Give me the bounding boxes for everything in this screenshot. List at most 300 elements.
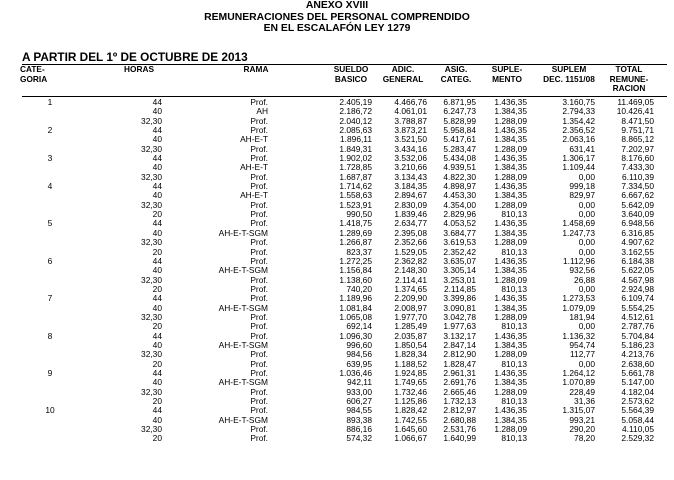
- cell-rama: AH: [256, 106, 268, 117]
- cell-suplemento: 810,13: [501, 321, 527, 332]
- document-title-line-2: EN EL ESCALAFÓN LEY 1279: [263, 23, 411, 35]
- cell-suplemento: 1.288,09: [494, 424, 527, 435]
- cell-asig-categ: 6.247,73: [443, 106, 476, 117]
- cell-sueldo-basico: 942,11: [347, 377, 372, 388]
- cell-horas: 32,30: [141, 237, 162, 248]
- cell-asig-categ: 4.939,51: [443, 162, 476, 173]
- cell-horas: 44: [152, 218, 162, 229]
- cell-suplemento: 1.436,35: [494, 405, 527, 416]
- cell-asig-categ: 2.352,42: [443, 246, 476, 257]
- cell-total: 5.642,09: [621, 199, 654, 210]
- cell-rama: Prof.: [250, 143, 268, 154]
- cell-horas: 32,30: [141, 386, 162, 397]
- cell-rama: Prof.: [250, 181, 268, 192]
- cell-horas: 44: [152, 97, 162, 107]
- cell-total: 6.109,74: [621, 293, 654, 304]
- cell-adic-general: 2.352,66: [394, 237, 427, 248]
- cell-horas: 32,30: [141, 274, 162, 285]
- cell-categoria: 8: [47, 330, 53, 341]
- cell-total: 4.182,04: [621, 386, 654, 397]
- cell-suplemento: 1.436,35: [494, 218, 527, 229]
- cell-asig-categ: 5.434,08: [443, 153, 476, 164]
- cell-suplemento: 1.384,35: [494, 106, 527, 117]
- cell-suplemento: 1.384,35: [494, 190, 527, 201]
- cell-total: 6.948,56: [621, 218, 654, 229]
- cell-suplemento: 810,13: [501, 283, 527, 294]
- cell-total: 2.638,60: [621, 358, 654, 369]
- table-row: [0, 350, 674, 359]
- cell-suplemento: 1.436,35: [494, 293, 527, 304]
- cell-suplemento: 1.384,35: [494, 227, 527, 238]
- cell-total: 5.554,25: [621, 302, 654, 313]
- cell-adic-general: 3.873,21: [394, 125, 427, 136]
- cell-total: 2.924,98: [621, 283, 654, 294]
- cell-suplem-dec: 0,00: [578, 171, 595, 182]
- cell-total: 5.661,78: [621, 367, 654, 378]
- cell-adic-general: 2.634,77: [394, 218, 427, 229]
- cell-adic-general: 4.466,76: [394, 97, 427, 107]
- cell-rama: AH-E-T-SGM: [218, 302, 268, 313]
- cell-sueldo-basico: 1.523,91: [339, 199, 372, 210]
- cell-asig-categ: 3.619,53: [443, 237, 476, 248]
- cell-suplemento: 810,13: [501, 358, 527, 369]
- cell-asig-categ: 3.132,17: [443, 330, 476, 341]
- cell-suplemento: 1.436,35: [494, 367, 527, 378]
- cell-horas: 40: [152, 106, 162, 117]
- cell-horas: 20: [152, 396, 162, 406]
- cell-sueldo-basico: 1.266,87: [339, 237, 372, 248]
- cell-total: 7.334,50: [621, 181, 654, 192]
- cell-sueldo-basico: 984,55: [346, 405, 372, 416]
- cell-rama: Prof.: [250, 386, 268, 397]
- cell-sueldo-basico: 1.849,31: [339, 143, 372, 154]
- cell-total: 3.640,09: [621, 209, 654, 220]
- cell-suplemento: 810,13: [501, 209, 527, 220]
- cell-sueldo-basico: 1.081,84: [339, 302, 372, 313]
- cell-rama: Prof.: [250, 311, 268, 322]
- col-header-rama: RAMA: [243, 64, 269, 74]
- cell-rama: Prof.: [250, 358, 268, 369]
- cell-asig-categ: 3.684,77: [443, 227, 476, 238]
- cell-horas: 44: [152, 125, 162, 136]
- cell-categoria: 7: [47, 293, 53, 304]
- cell-suplem-dec: 1.112,96: [563, 255, 595, 266]
- cell-total: 8.865,12: [621, 134, 654, 145]
- cell-asig-categ: 3.635,07: [443, 255, 476, 266]
- cell-asig-categ: 2.812,90: [443, 349, 476, 360]
- cell-rama: Prof.: [250, 433, 268, 444]
- col-header-adic-general: ADIC. GENERAL: [382, 64, 424, 84]
- cell-rama: Prof.: [250, 424, 268, 435]
- cell-adic-general: 3.532,06: [394, 153, 427, 164]
- cell-horas: 40: [152, 134, 162, 145]
- cell-asig-categ: 1.828,47: [443, 358, 476, 369]
- cell-sueldo-basico: 639,95: [346, 358, 372, 369]
- cell-sueldo-basico: 984,56: [346, 349, 372, 360]
- cell-asig-categ: 3.090,81: [443, 302, 476, 313]
- cell-adic-general: 1.374,65: [394, 283, 427, 294]
- cell-suplemento: 1.436,35: [494, 330, 527, 341]
- cell-suplem-dec: 1.273,53: [562, 293, 595, 304]
- cell-horas: 40: [152, 377, 162, 388]
- cell-adic-general: 2.148,30: [394, 265, 427, 276]
- cell-sueldo-basico: 1.728,85: [339, 162, 372, 173]
- cell-adic-general: 1.850,54: [394, 339, 427, 350]
- cell-horas: 40: [152, 190, 162, 201]
- table-row: [0, 425, 674, 434]
- cell-total: 9.751,71: [621, 125, 654, 136]
- cell-horas: 44: [152, 293, 162, 304]
- cell-adic-general: 2.894,67: [394, 190, 427, 201]
- cell-rama: AH-E-T: [240, 162, 268, 173]
- cell-sueldo-basico: 1.156,84: [339, 265, 372, 276]
- cell-sueldo-basico: 996,60: [346, 339, 372, 350]
- table-row: [0, 388, 674, 397]
- cell-rama: Prof.: [250, 171, 268, 182]
- cell-suplem-dec: 1.136,32: [562, 330, 595, 341]
- cell-asig-categ: 5.828,99: [443, 115, 476, 126]
- cell-rama: Prof.: [250, 405, 268, 416]
- cell-adic-general: 3.434,16: [394, 143, 427, 154]
- cell-total: 7.202,97: [621, 143, 654, 154]
- cell-rama: Prof.: [250, 255, 268, 266]
- cell-suplem-dec: 290,20: [569, 424, 595, 435]
- cell-horas: 44: [152, 405, 162, 416]
- cell-suplemento: 1.288,09: [494, 386, 527, 397]
- cell-total: 6.110,39: [622, 171, 654, 182]
- salary-table-body: [0, 98, 674, 444]
- cell-suplemento: 1.288,09: [494, 237, 527, 248]
- cell-horas: 44: [152, 181, 162, 192]
- cell-asig-categ: 2.961,31: [443, 367, 476, 378]
- col-header-asig-categ: ASIG. CATEG.: [440, 64, 472, 84]
- cell-sueldo-basico: 1.902,02: [339, 153, 372, 164]
- cell-adic-general: 2.362,82: [394, 255, 427, 266]
- cell-sueldo-basico: 1.036,46: [339, 367, 372, 378]
- cell-asig-categ: 5.283,47: [443, 143, 476, 154]
- cell-suplemento: 1.288,09: [494, 115, 527, 126]
- cell-suplemento: 1.436,35: [494, 125, 527, 136]
- cell-suplem-dec: 0,00: [578, 246, 595, 257]
- cell-asig-categ: 3.305,14: [443, 265, 476, 276]
- cell-asig-categ: 2.665,46: [443, 386, 476, 397]
- cell-adic-general: 1.188,52: [394, 358, 427, 369]
- cell-asig-categ: 6.871,95: [443, 97, 476, 107]
- cell-adic-general: 2.035,87: [394, 330, 427, 341]
- col-header-sueldo-basico: SUELDO BASICO: [333, 64, 369, 84]
- cell-total: 11.469,05: [617, 97, 654, 107]
- cell-rama: Prof.: [250, 321, 268, 332]
- cell-rama: Prof.: [250, 367, 268, 378]
- cell-suplemento: 1.288,09: [494, 349, 527, 360]
- cell-sueldo-basico: 893,38: [346, 414, 372, 425]
- cell-sueldo-basico: 990,50: [346, 209, 372, 220]
- cell-total: 5.564,39: [621, 405, 654, 416]
- cell-rama: Prof.: [250, 115, 268, 126]
- cell-total: 2.529,32: [621, 433, 654, 444]
- cell-suplemento: 1.384,35: [494, 339, 527, 350]
- cell-horas: 20: [152, 209, 162, 220]
- cell-asig-categ: 3.399,86: [443, 293, 476, 304]
- cell-total: 4.907,62: [621, 237, 654, 248]
- cell-suplem-dec: 78,20: [574, 433, 595, 444]
- cell-asig-categ: 2.847,14: [443, 339, 476, 350]
- cell-adic-general: 1.977,70: [394, 311, 427, 322]
- cell-total: 4.110,05: [622, 424, 654, 435]
- cell-adic-general: 1.285,49: [394, 321, 427, 332]
- cell-adic-general: 3.134,43: [394, 171, 427, 182]
- cell-suplem-dec: 2.063,16: [562, 134, 595, 145]
- cell-sueldo-basico: 933,00: [346, 386, 372, 397]
- cell-total: 8.176,60: [621, 153, 654, 164]
- cell-adic-general: 1.828,42: [394, 405, 427, 416]
- cell-adic-general: 1.125,86: [394, 396, 427, 406]
- cell-adic-general: 2.209,90: [394, 293, 427, 304]
- document-title-line-1: REMUNERACIONES DEL PERSONAL COMPRENDIDO: [204, 11, 470, 23]
- cell-suplem-dec: 3.160,75: [562, 97, 595, 107]
- cell-rama: Prof.: [250, 283, 268, 294]
- cell-suplemento: 1.288,09: [494, 311, 527, 322]
- cell-asig-categ: 2.829,96: [443, 209, 476, 220]
- cell-sueldo-basico: 2.085,63: [339, 125, 372, 136]
- cell-asig-categ: 4.354,00: [443, 199, 476, 210]
- cell-asig-categ: 2.114,85: [444, 283, 476, 294]
- cell-rama: Prof.: [250, 209, 268, 220]
- table-row: [0, 238, 674, 247]
- cell-horas: 32,30: [141, 311, 162, 322]
- cell-suplem-dec: 112,77: [570, 349, 595, 360]
- cell-suplem-dec: 26,88: [574, 274, 595, 285]
- table-row: [0, 266, 674, 275]
- cell-suplemento: 1.384,35: [494, 162, 527, 173]
- cell-suplem-dec: 999,18: [569, 181, 595, 192]
- cell-asig-categ: 3.042,78: [443, 311, 476, 322]
- cell-adic-general: 1.924,85: [394, 367, 427, 378]
- cell-horas: 44: [152, 367, 162, 378]
- cell-suplemento: 810,13: [501, 246, 527, 257]
- cell-sueldo-basico: 823,37: [346, 246, 372, 257]
- cell-adic-general: 4.061,01: [394, 106, 427, 117]
- cell-categoria: 4: [47, 181, 53, 192]
- cell-total: 6.316,85: [621, 227, 654, 238]
- cell-horas: 40: [152, 227, 162, 238]
- cell-horas: 40: [152, 339, 162, 350]
- cell-sueldo-basico: 1.065,08: [339, 311, 372, 322]
- cell-rama: Prof.: [250, 274, 268, 285]
- cell-categoria: 3: [47, 153, 53, 164]
- cell-total: 5.622,05: [621, 265, 654, 276]
- cell-suplem-dec: 0,00: [578, 358, 595, 369]
- col-header-suplem-dec: SUPLEM DEC. 1151/08: [543, 64, 595, 84]
- cell-sueldo-basico: 740,20: [346, 283, 372, 294]
- cell-suplemento: 1.384,35: [494, 414, 527, 425]
- cell-suplem-dec: 993,21: [569, 414, 595, 425]
- cell-suplemento: 1.384,35: [494, 302, 527, 313]
- cell-suplemento: 1.384,35: [494, 265, 527, 276]
- cell-total: 8.471,50: [621, 115, 654, 126]
- cell-sueldo-basico: 1.896,11: [340, 134, 372, 145]
- col-header-horas: HORAS: [124, 64, 154, 74]
- cell-rama: AH-E-T: [240, 134, 268, 145]
- cell-horas: 44: [152, 255, 162, 266]
- cell-total: 4.213,76: [621, 349, 654, 360]
- cell-total: 5.186,23: [621, 339, 654, 350]
- cell-rama: Prof.: [250, 97, 268, 107]
- cell-suplem-dec: 1.264,12: [562, 367, 595, 378]
- cell-horas: 20: [152, 358, 162, 369]
- cell-horas: 32,30: [141, 143, 162, 154]
- cell-asig-categ: 4.822,30: [443, 171, 476, 182]
- cell-rama: Prof.: [250, 349, 268, 360]
- cell-sueldo-basico: 1.418,75: [339, 218, 372, 229]
- cell-adic-general: 1.066,67: [394, 433, 427, 444]
- cell-sueldo-basico: 1.138,60: [339, 274, 372, 285]
- cell-suplem-dec: 1.247,73: [562, 227, 595, 238]
- cell-horas: 32,30: [141, 115, 162, 126]
- cell-total: 6.667,62: [621, 190, 654, 201]
- cell-suplem-dec: 932,56: [569, 265, 595, 276]
- cell-categoria: 2: [47, 125, 53, 136]
- cell-asig-categ: 1.732,13: [443, 396, 476, 406]
- cell-suplem-dec: 228,49: [569, 386, 595, 397]
- cell-adic-general: 1.749,65: [394, 377, 427, 388]
- cell-adic-general: 3.788,87: [394, 115, 427, 126]
- cell-suplemento: 1.288,09: [494, 143, 527, 154]
- period-heading: A PARTIR DEL 1º DE OCTUBRE DE 2013: [22, 50, 248, 64]
- cell-adic-general: 3.210,66: [394, 162, 427, 173]
- cell-sueldo-basico: 1.558,63: [339, 190, 372, 201]
- cell-sueldo-basico: 886,16: [346, 424, 372, 435]
- cell-sueldo-basico: 1.096,30: [339, 330, 372, 341]
- cell-rama: Prof.: [250, 330, 268, 341]
- cell-sueldo-basico: 2.186,72: [339, 106, 372, 117]
- cell-suplemento: 1.288,09: [494, 199, 527, 210]
- cell-asig-categ: 2.680,88: [443, 414, 476, 425]
- cell-asig-categ: 5.958,84: [443, 125, 476, 136]
- cell-adic-general: 2.114,41: [395, 274, 427, 285]
- cell-categoria: 9: [47, 367, 53, 378]
- cell-sueldo-basico: 2.040,12: [339, 115, 372, 126]
- cell-sueldo-basico: 1.189,96: [339, 293, 372, 304]
- cell-suplem-dec: 0,00: [578, 283, 595, 294]
- cell-suplemento: 810,13: [501, 433, 527, 444]
- cell-horas: 32,30: [141, 349, 162, 360]
- cell-total: 2.787,76: [621, 321, 654, 332]
- cell-sueldo-basico: 1.289,69: [339, 227, 372, 238]
- cell-asig-categ: 4.053,52: [443, 218, 476, 229]
- cell-total: 4.567,98: [621, 274, 654, 285]
- cell-suplemento: 810,13: [501, 396, 527, 406]
- cell-horas: 44: [152, 153, 162, 164]
- cell-adic-general: 3.184,35: [394, 181, 427, 192]
- cell-asig-categ: 1.977,63: [443, 321, 476, 332]
- cell-suplem-dec: 2.356,52: [562, 125, 595, 136]
- table-row: [0, 201, 674, 210]
- cell-suplem-dec: 1.306,17: [562, 153, 595, 164]
- cell-total: 5.704,84: [621, 330, 654, 341]
- cell-suplemento: 1.436,35: [494, 153, 527, 164]
- cell-horas: 44: [152, 330, 162, 341]
- cell-adic-general: 2.830,09: [394, 199, 427, 210]
- table-row: [0, 313, 674, 322]
- cell-asig-categ: 1.640,99: [443, 433, 476, 444]
- cell-rama: Prof.: [250, 199, 268, 210]
- cell-asig-categ: 3.253,01: [443, 274, 476, 285]
- cell-total: 6.184,38: [621, 255, 654, 266]
- cell-rama: Prof.: [250, 125, 268, 136]
- cell-suplem-dec: 1.109,44: [562, 162, 595, 173]
- cell-total: 7.433,30: [621, 162, 654, 173]
- cell-total: 3.162,55: [621, 246, 654, 257]
- cell-suplemento: 1.436,35: [494, 97, 527, 107]
- table-row: [0, 229, 674, 238]
- cell-rama: AH-E-T-SGM: [218, 414, 268, 425]
- cell-rama: Prof.: [250, 293, 268, 304]
- cell-horas: 20: [152, 321, 162, 332]
- cell-rama: AH-E-T-SGM: [218, 227, 268, 238]
- cell-horas: 20: [152, 283, 162, 294]
- cell-suplem-dec: 0,00: [578, 237, 595, 248]
- cell-horas: 40: [152, 162, 162, 173]
- cell-horas: 40: [152, 302, 162, 313]
- cell-suplemento: 1.436,35: [494, 181, 527, 192]
- cell-suplem-dec: 631,41: [569, 143, 595, 154]
- cell-suplem-dec: 1.079,09: [562, 302, 595, 313]
- cell-rama: Prof.: [250, 246, 268, 257]
- cell-categoria: 10: [45, 405, 55, 416]
- cell-asig-categ: 5.417,61: [443, 134, 476, 145]
- cell-total: 5.147,00: [621, 377, 654, 388]
- cell-suplem-dec: 1.070,89: [562, 377, 595, 388]
- cell-sueldo-basico: 1.714,62: [339, 181, 372, 192]
- cell-total: 10.426,41: [616, 106, 654, 117]
- cell-horas: 40: [152, 265, 162, 276]
- cell-horas: 32,30: [141, 199, 162, 210]
- cell-categoria: 6: [47, 255, 53, 266]
- cell-suplem-dec: 954,74: [569, 339, 595, 350]
- cell-rama: Prof.: [250, 153, 268, 164]
- cell-asig-categ: 2.812,97: [443, 405, 476, 416]
- document-title-block: [0, 0, 674, 35]
- cell-sueldo-basico: 1.687,87: [339, 171, 372, 182]
- cell-horas: 20: [152, 246, 162, 257]
- cell-categoria: 1: [47, 97, 53, 107]
- table-row: [0, 163, 674, 172]
- cell-rama: Prof.: [250, 396, 268, 406]
- table-row: [0, 191, 674, 200]
- col-header-categoria: CATE- GORIA: [20, 64, 48, 84]
- cell-categoria: 5: [47, 218, 53, 229]
- cell-rama: AH-E-T: [240, 190, 268, 201]
- cell-adic-general: 2.008,97: [394, 302, 427, 313]
- cell-suplem-dec: 1.315,07: [562, 405, 595, 416]
- cell-sueldo-basico: 574,32: [346, 433, 372, 444]
- cell-suplemento: 1.288,09: [494, 171, 527, 182]
- annex-title: ANEXO XVIII: [305, 0, 369, 11]
- cell-suplem-dec: 2.794,33: [562, 106, 595, 117]
- cell-rama: AH-E-T-SGM: [218, 377, 268, 388]
- cell-horas: 20: [152, 433, 162, 444]
- cell-suplemento: 1.288,09: [494, 274, 527, 285]
- cell-suplem-dec: 0,00: [578, 321, 595, 332]
- cell-suplemento: 1.384,35: [494, 134, 527, 145]
- cell-rama: Prof.: [250, 237, 268, 248]
- cell-suplem-dec: 829,97: [569, 190, 595, 201]
- cell-asig-categ: 4.898,97: [443, 181, 476, 192]
- cell-adic-general: 1.742,55: [394, 414, 427, 425]
- cell-suplem-dec: 0,00: [578, 209, 595, 220]
- cell-suplem-dec: 1.458,69: [562, 218, 595, 229]
